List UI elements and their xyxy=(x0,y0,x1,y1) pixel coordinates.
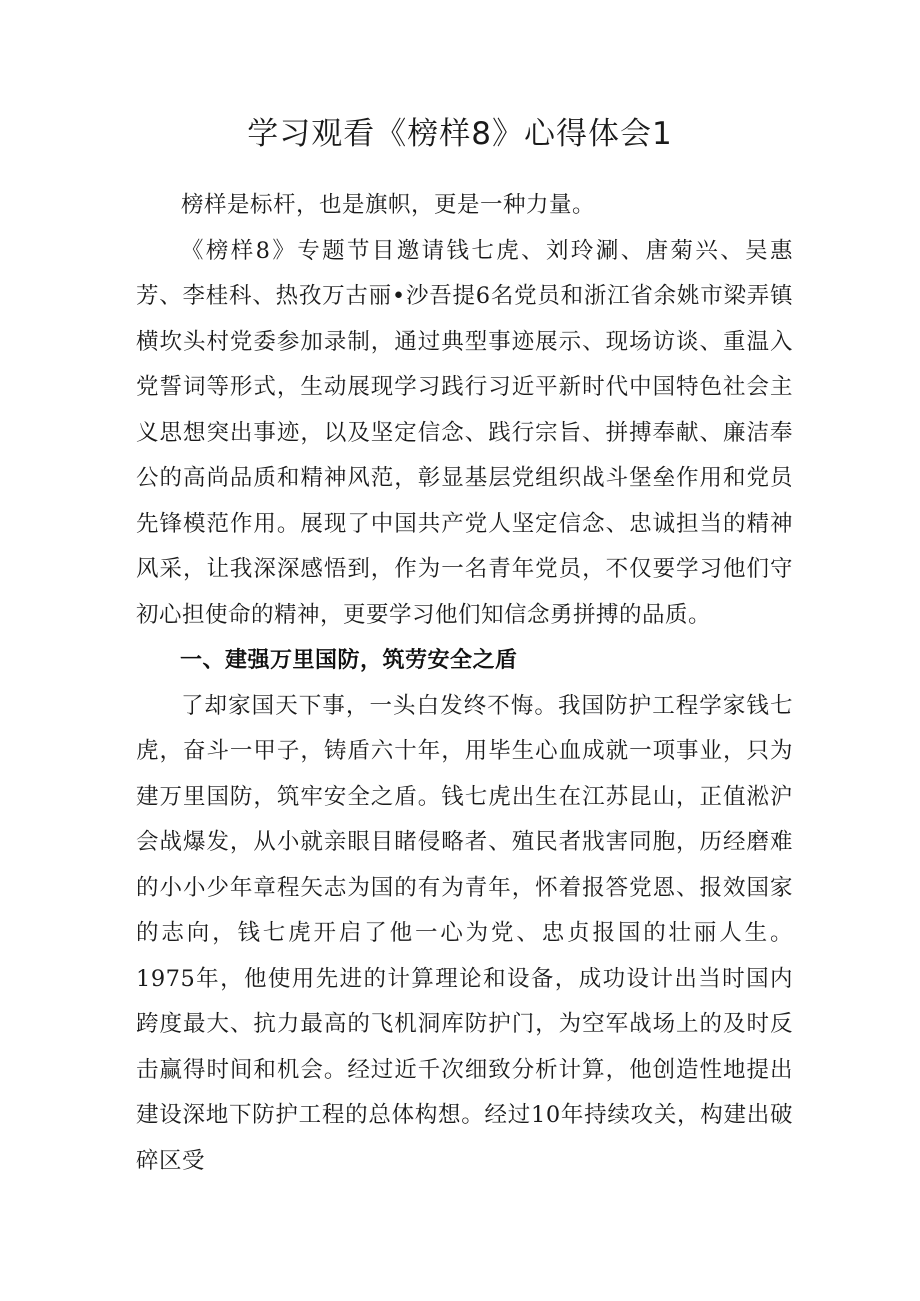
paragraph-summary: 《榜样8》专题节目邀请钱七虎、刘玲涮、唐菊兴、吴惠芳、李桂科、热孜万古丽•沙吾提6名党员和浙江省余姚市梁弄镇横坎头村党委参加录制，通过典型事迹展示、现场访谈、重温入党誓词等形式，生动展现学习践行习近平新时代中国特色社会主义思想突出事迹，以及坚定信念、践行宗旨、拼搏奉献、廉洁奉公的高尚品质和精神风范，彰显基层党组织战斗堡垒作用和党员先锋模范作用。展现了中国共产党人坚定信念、忠诚担当的精神风采，让我深深感悟到，作为一名青年党员，不仅要学习他们守初心担使命的精神，更要学习他们知信念勇拼搏的品质。 xyxy=(136,237,793,628)
section-paragraph-1: 了却家国天下事，一头白发终不悔。我国防护工程学家钱七虎，奋斗一甲子，铸盾六十年，用毕生心血成就一项事业，只为建万里国防，筑牢安全之盾。钱七虎出生在江苏昆山，正值淞沪会战爆发，从小就亲眼目睹侵略者、殖民者戕害同胞，历经磨难的小小少年章程矢志为国的有为青年，怀着报答党恩、报效国家的志向，钱七虎开启了他一心为党、忠贞报国的壮丽人生。1975年，他使用先进的计算理论和设备，成功设计出当时国内跨度最大、抗力最高的飞机洞库防护门，为空军战场上的及时反击赢得时间和机会。经过近千次细致分析计算，他创造性地提出建设深地下防护工程的总体构想。经过10年持续攻关，构建出破碎区受 xyxy=(136,692,793,1174)
document-body xyxy=(136,183,793,1184)
document-title: 学习观看《榜样8》心得体会1 xyxy=(247,116,673,152)
paragraph-intro: 榜样是标杆，也是旗帜，更是一种力量。 xyxy=(181,192,596,218)
section-heading-1: 一、建强万里国防，筑劳安全之盾 xyxy=(180,648,518,673)
